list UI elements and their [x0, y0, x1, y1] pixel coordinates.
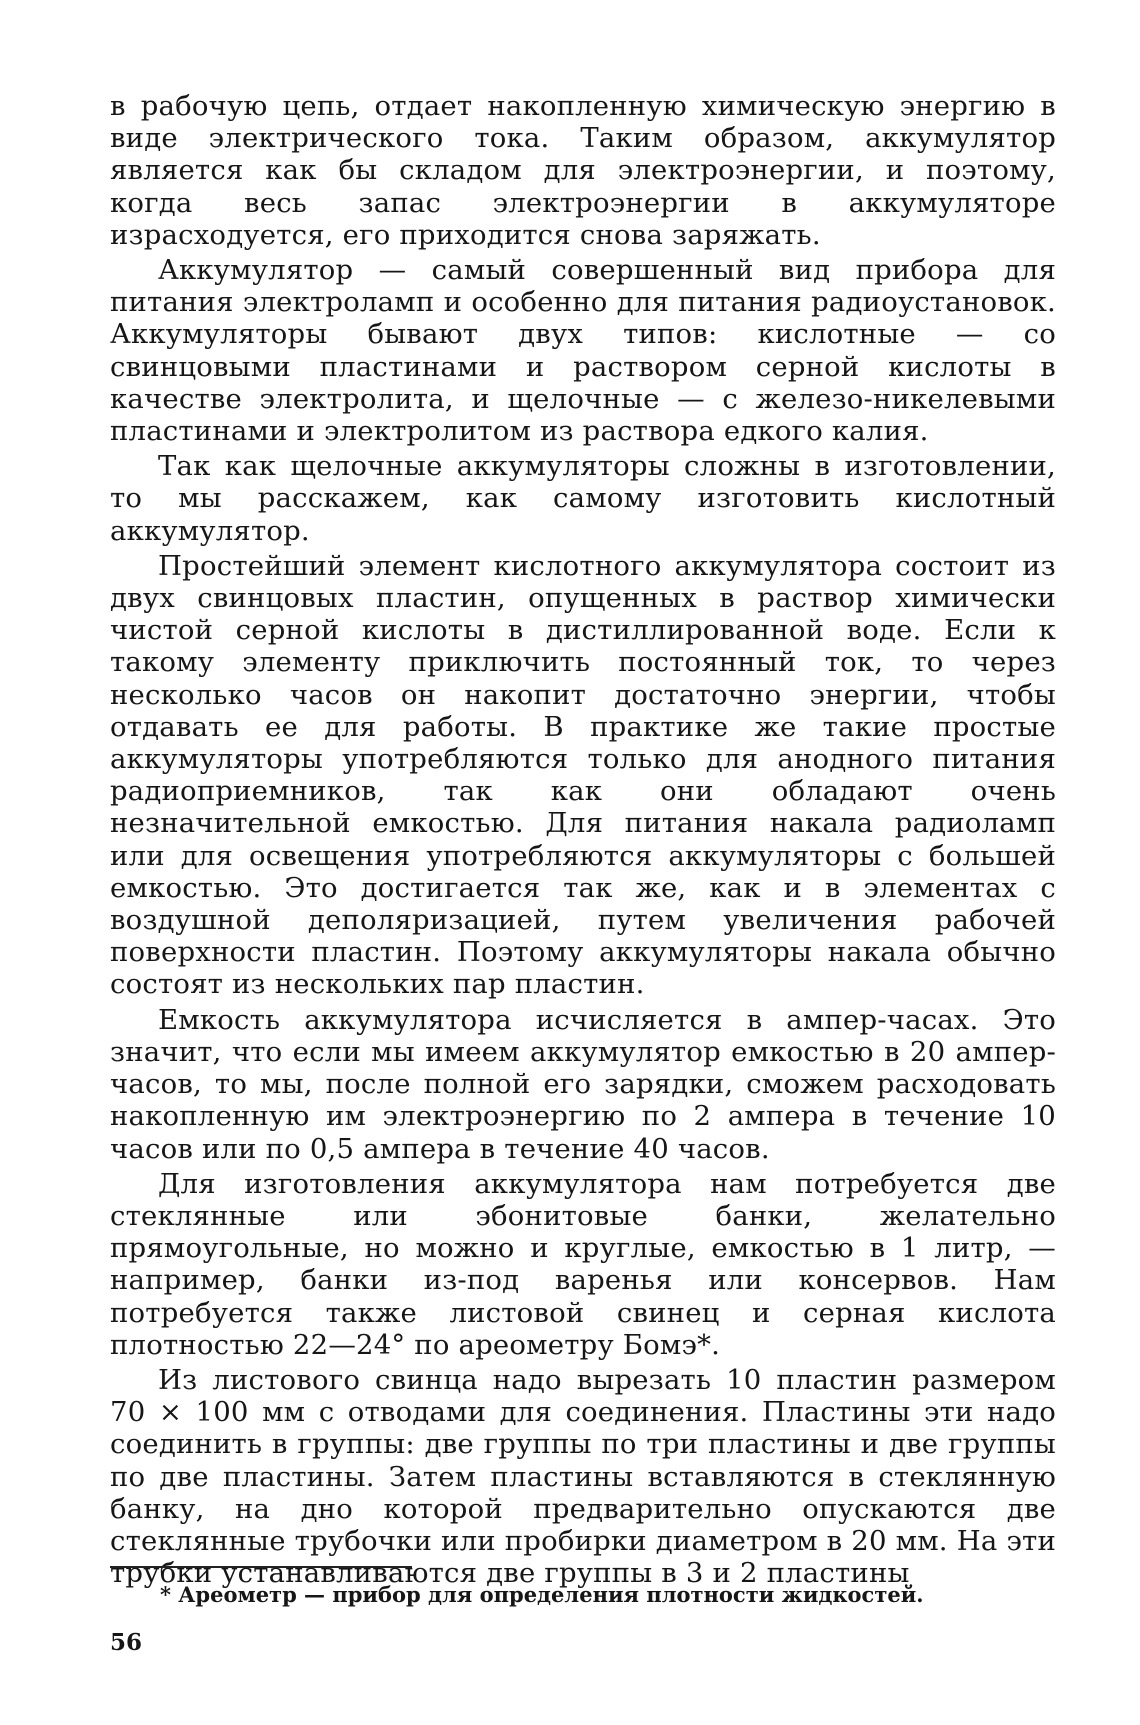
paragraph-materials: Для изготовления аккумулятора нам потребуется две стеклянные или эбонитовые банки, желательно прямоугольные, но можно и круглые, емкостью в 1 литр, — например, банки из-под варенья или консервов. Нам потребуется также листовой свинец и серная кислота плотностью 22—24° по ареометру Бомэ*. [110, 1167, 1056, 1361]
body-text [110, 90, 1056, 1592]
paragraph-plates: Из листового свинца надо вырезать 10 пластин размером 70 × 100 мм с отводами для соединения. Пластины эти надо соединить в группы: две группы по три пластины и две группы по две пластины. Затем пластины вставляются в стеклянную банку, на дно которой предварительно опускаются две стеклянные трубочки или пробирки диаметром в 20 мм. На эти трубки устанавливаются две группы в 3 и 2 пластины [110, 1363, 1056, 1590]
paragraph-simplest-element: Простейший элемент кислотного аккумулятора состоит из двух свинцовых пластин, опущенных в раствор химически чистой серной кислоты в дистиллированной воде. Если к такому элементу приключить постоянный ток, то через несколько часов он накопит достаточно энергии, чтобы отдавать ее для работы. В практике же такие простые аккумуляторы употребляются только для анодного питания радиоприемников, так как они обладают очень незначительной емкостью. Для питания накала радиоламп или для освещения употребляются аккумуляторы с большей емкостью. Это достигается так же, как и в элементах с воздушной деполяризацией, путем увеличения рабочей поверхности пластин. Поэтому аккумуляторы накала обычно состоят из нескольких пар пластин. [110, 549, 1056, 1001]
paragraph-accumulator-types: Аккумулятор — самый совершенный вид прибора для питания электроламп и особенно для питания радиоустановок. Аккумуляторы бывают двух типов: кислотные — со свинцовыми пластинами и раствором серной кислоты в качестве электролита, и щелочные — с железо-никелевыми пластинами и электролитом из раствора едкого калия. [110, 254, 1056, 448]
paragraph-capacity: Емкость аккумулятора исчисляется в ампер-часах. Это значит, что если мы имеем аккумулятор емкостью в 20 ампер-часов, то мы, после полной его зарядки, сможем расходовать накопленную им электроэнергию по 2 ампера в течение 10 часов или по 0,5 ампера в течение 40 часов. [110, 1003, 1056, 1165]
footnote: * Ареометр — прибор для определения плотности жидкостей. [160, 1582, 924, 1607]
paragraph-continued: в рабочую цепь, отдает накопленную химическую энергию в виде электрического тока. Таким образом, аккумулятор является как бы складом для электроэнергии, и поэтому, когда весь запас электроэнергии в аккумуляторе израсходуется, его приходится снова заряжать. [110, 90, 1056, 251]
page-number: 56 [110, 1629, 143, 1656]
paragraph-alkaline: Так как щелочные аккумуляторы сложны в изготовлении, то мы расскажем, как самому изготовить кислотный аккумулятор. [110, 450, 1056, 547]
footnote-divider [110, 1566, 412, 1568]
